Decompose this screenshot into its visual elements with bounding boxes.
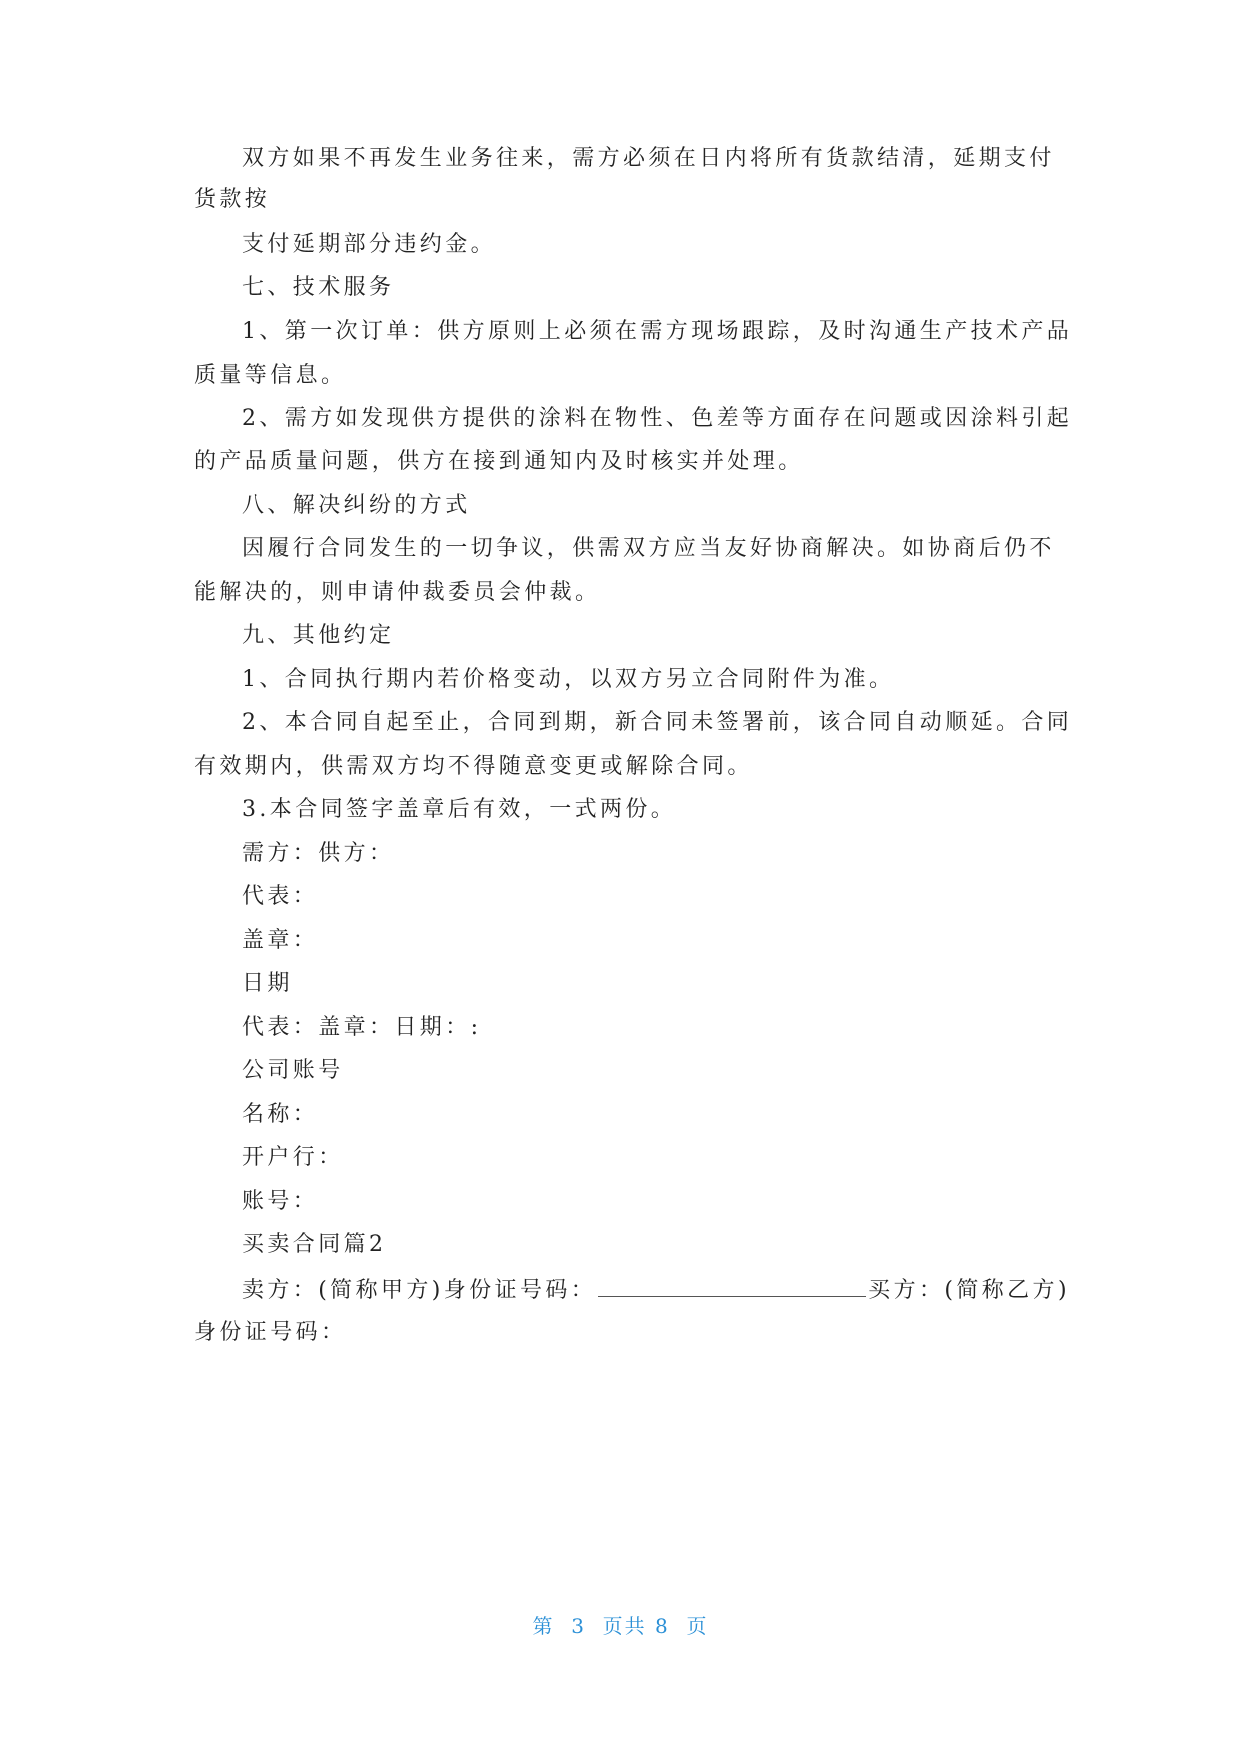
paragraph-line: 质量等信息。 <box>194 363 347 388</box>
paragraph-line: 1、第一次订单：供方原则上必须在需方现场跟踪，及时沟通生产技术产品 <box>242 319 1073 344</box>
section-heading: 七、技术服务 <box>242 275 395 300</box>
signature-field: 代表： <box>242 884 319 909</box>
account-field: 账号： <box>242 1189 319 1214</box>
account-heading: 公司账号 <box>242 1058 344 1083</box>
fill-in-blank <box>598 1274 866 1297</box>
paragraph-line: 2、需方如发现供方提供的涂料在物性、色差等方面存在问题或因涂料引起 <box>242 406 1073 431</box>
account-field: 名称： <box>242 1102 319 1127</box>
paragraph-line: 3.本合同签字盖章后有效，一式两份。 <box>242 797 677 822</box>
section-heading: 八、解决纠纷的方式 <box>242 493 471 518</box>
seller-label: 卖方：(简称甲方)身份证号码： <box>242 1278 597 1303</box>
account-field: 开户行： <box>242 1145 344 1170</box>
paragraph-line: 双方如果不再发生业务往来，需方必须在日内将所有货款结清，延期支付 <box>242 146 1055 171</box>
paragraph-line: 因履行合同发生的一切争议，供需双方应当友好协商解决。如协商后仍不 <box>242 536 1055 561</box>
party-line <box>242 1274 1070 1306</box>
signature-field: 盖章： <box>242 928 319 953</box>
paragraph-line: 有效期内，供需双方均不得随意变更或解除合同。 <box>194 754 753 779</box>
paragraph-line: 的产品质量问题，供方在接到通知内及时核实并处理。 <box>194 449 804 474</box>
paragraph-line: 能解决的，则申请仲裁委员会仲裁。 <box>194 580 601 605</box>
section-heading: 九、其他约定 <box>242 623 395 648</box>
paragraph-line: 2、本合同自起至止，合同到期，新合同未签署前，该合同自动顺延。合同 <box>242 710 1073 735</box>
paragraph-line: 1、合同执行期内若价格变动，以双方另立合同附件为准。 <box>242 667 895 692</box>
paragraph-line: 身份证号码： <box>194 1320 347 1345</box>
page-footer: 第 3 页共 8 页 <box>532 1614 709 1638</box>
paragraph-line: 支付延期部分违约金。 <box>242 232 497 257</box>
buyer-label: 买方：(简称乙方) <box>868 1278 1070 1303</box>
signature-field: 日期 <box>242 971 293 996</box>
paragraph-line: 货款按 <box>194 187 271 212</box>
signature-field: 需方：供方： <box>242 841 395 866</box>
signature-field: 代表：盖章：日期：: <box>242 1015 482 1040</box>
section-heading: 买卖合同篇2 <box>242 1232 387 1257</box>
